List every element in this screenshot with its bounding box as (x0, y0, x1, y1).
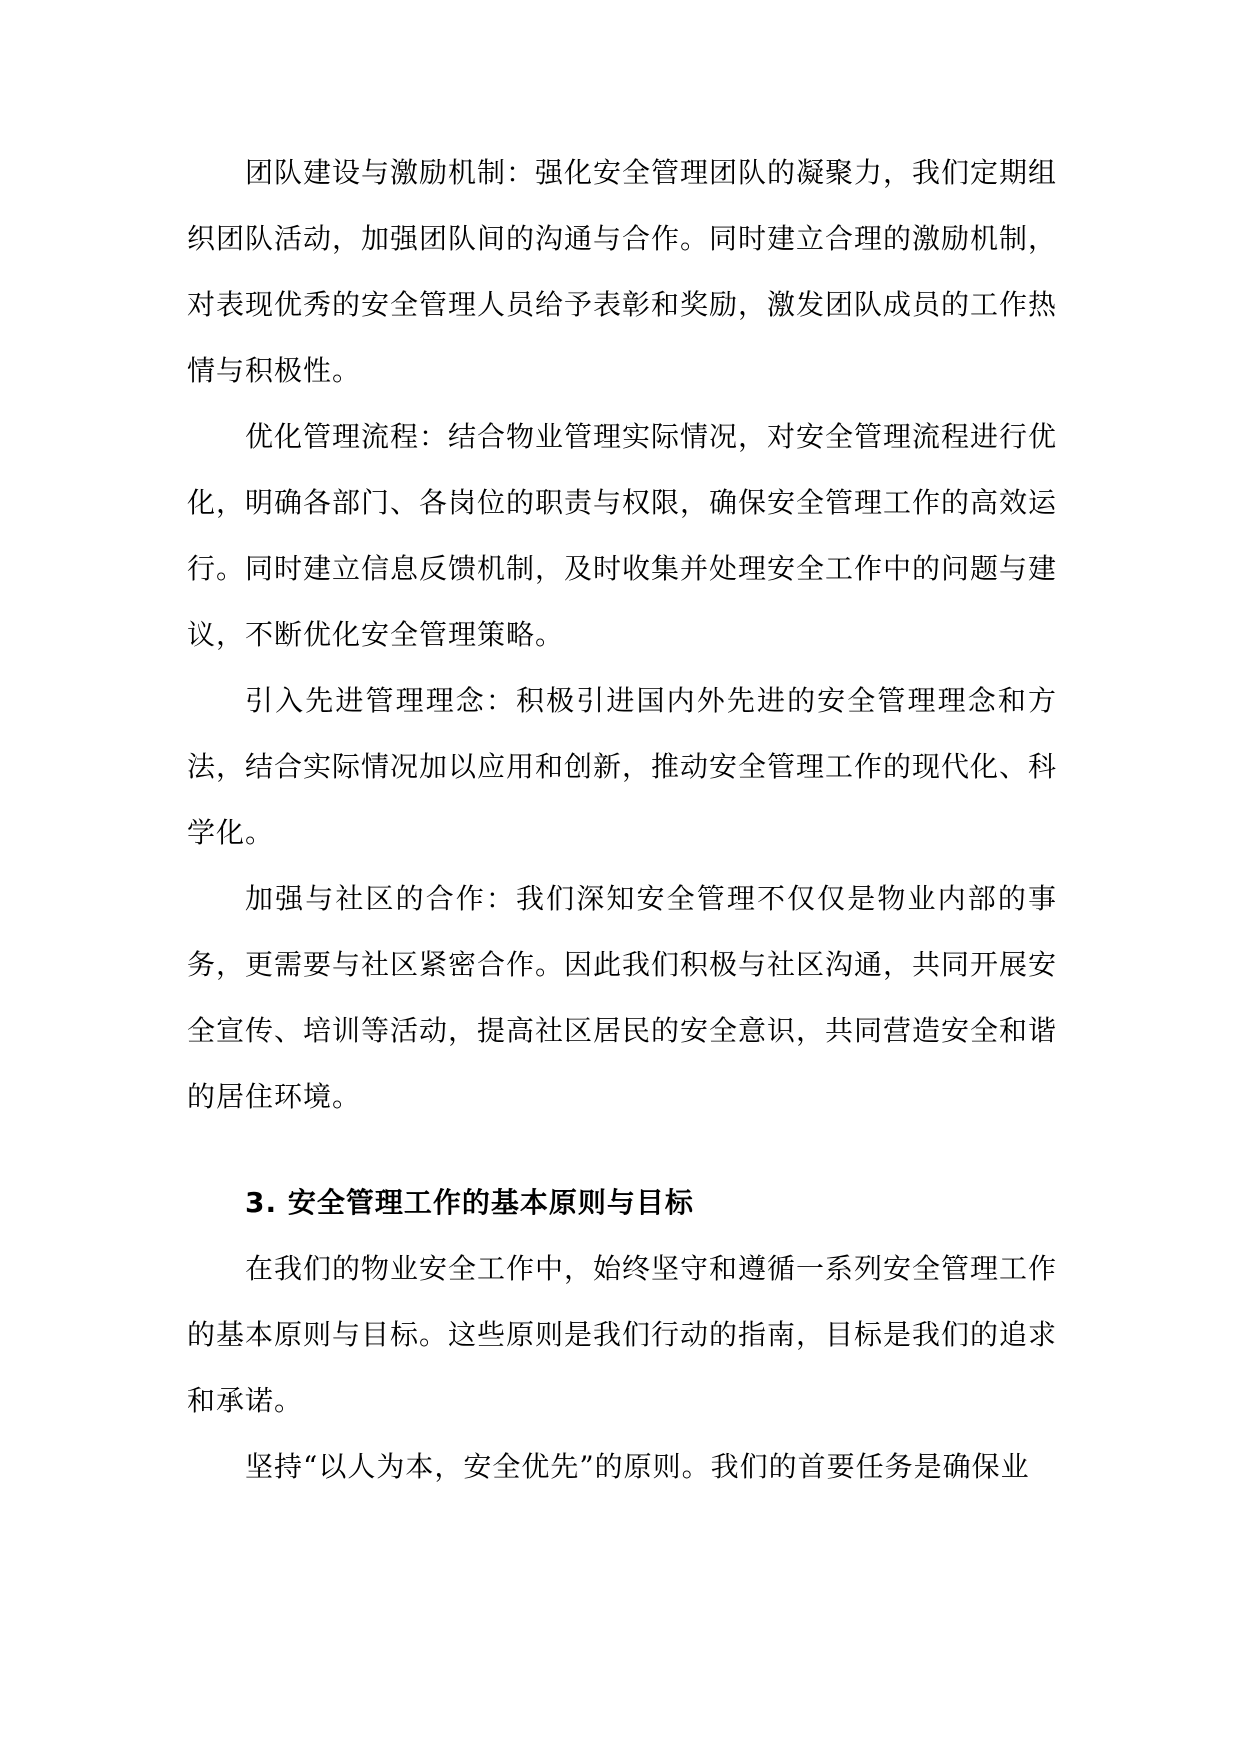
paragraph-process-optimization: 优化管理流程：结合物业管理实际情况，对安全管理流程进行优化，明确各部门、各岗位的职责与权限，确保安全管理工作的高效运行。同时建立信息反馈机制，及时收集并处理安全工作中的问题与建议，不断优化安全管理策略。 (187, 420, 1058, 651)
paragraph-team-building: 团队建设与激励机制：强化安全管理团队的凝聚力，我们定期组织团队活动，加强团队间的沟通与合作。同时建立合理的激励机制，对表现优秀的安全管理人员给予表彰和奖励，激发团队成员的工作热情与积极性。 (187, 156, 1058, 387)
document-body (187, 140, 1057, 1500)
paragraph-people-first: 坚持“以人为本，安全优先”的原则。我们的首要任务是确保业 (245, 1450, 1030, 1483)
paragraph-community-cooperation: 加强与社区的合作：我们深知安全管理不仅仅是物业内部的事务，更需要与社区紧密合作。因此我们积极与社区沟通，共同开展安全宣传、培训等活动，提高社区居民的安全意识，共同营造安全和谐的居住环境。 (187, 882, 1058, 1113)
section-spacer (187, 1130, 1057, 1170)
paragraph-principles-intro: 在我们的物业安全工作中，始终坚守和遵循一系列安全管理工作的基本原则与目标。这些原则是我们行动的指南，目标是我们的追求和承诺。 (187, 1252, 1058, 1417)
section-heading: 3. 安全管理工作的基本原则与目标 (245, 1186, 694, 1219)
paragraph-advanced-concepts: 引入先进管理理念：积极引进国内外先进的安全管理理念和方法，结合实际情况加以应用和创新，推动安全管理工作的现代化、科学化。 (187, 684, 1058, 849)
